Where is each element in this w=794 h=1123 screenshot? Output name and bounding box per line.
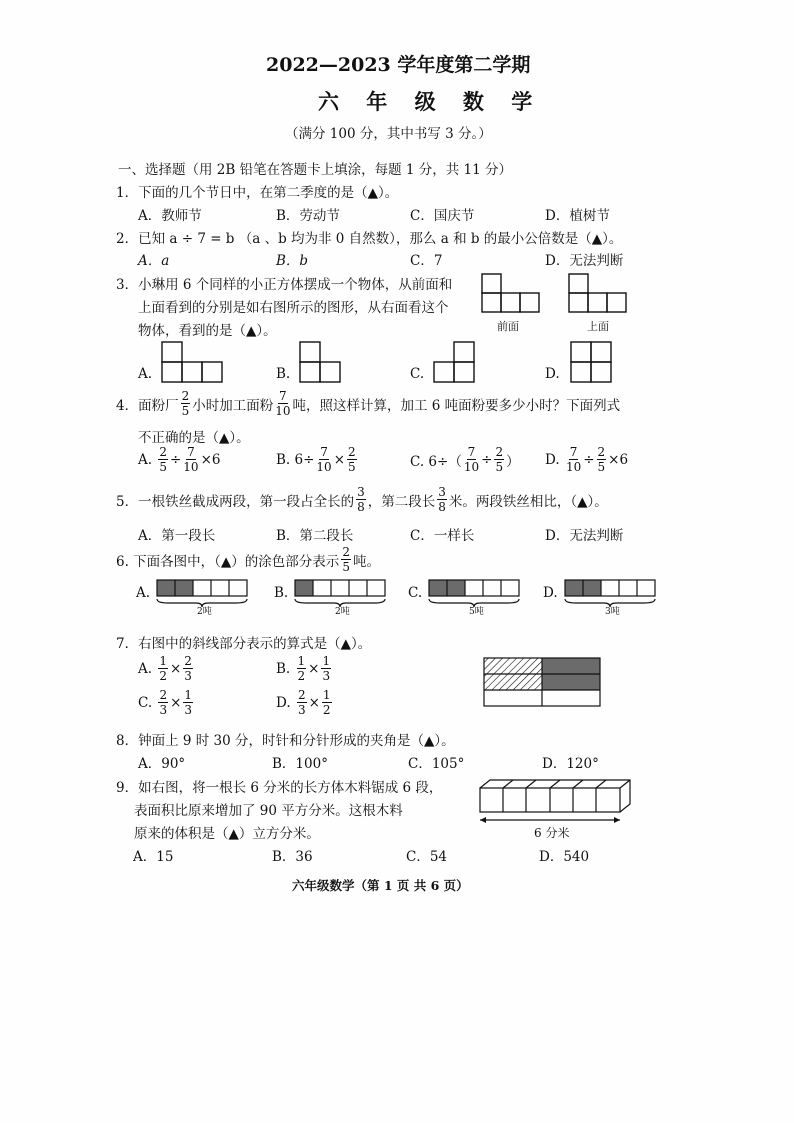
times-sign: × (333, 451, 345, 468)
denominator: 2 (297, 669, 306, 683)
denominator: 3 (184, 669, 192, 683)
q3-option-d[interactable]: D. (545, 366, 560, 382)
q3-line3: 物体，看到的是（▲）。 (138, 323, 277, 339)
q8-option-d[interactable]: D．120° (542, 756, 599, 772)
q7-stem: 7．右图中的斜线部分表示的算式是（▲）。 (116, 636, 372, 652)
numerator: 7 (187, 445, 195, 459)
q5-stem (116, 486, 608, 513)
q4-option-d[interactable] (545, 446, 628, 473)
denominator: 5 (342, 560, 350, 574)
q3-option-a[interactable]: A. (138, 366, 153, 382)
divide-sign: ÷ (481, 451, 493, 468)
numerator: 2 (348, 445, 356, 459)
numerator: 1 (322, 688, 331, 702)
exam-title: 2022—2023 学年度第二学期 (266, 54, 531, 76)
q4-line1 (116, 390, 620, 417)
q9-option-c[interactable]: C．54 (406, 849, 448, 865)
times-six: ×6 (200, 451, 221, 468)
fraction-2-5 (347, 446, 357, 473)
q6-text-a: 6. 下面各图中，（▲）的涂色部分表示 (116, 553, 340, 570)
q7-option-d[interactable] (276, 689, 334, 716)
denominator: 5 (181, 404, 190, 418)
q2-stem: 2．已知 a ÷ 7 = b （a 、b 均为非 0 自然数），那么 a 和 b 的最小公倍数是（▲）。 (116, 231, 623, 247)
denominator: 10 (565, 460, 582, 474)
fraction-1-3 (321, 655, 331, 682)
fraction-1-2 (297, 655, 307, 682)
q6-a-label: 2吨 (197, 607, 212, 617)
fraction-2-3 (158, 689, 168, 716)
q6-stem (116, 546, 380, 573)
q7-option-c[interactable] (138, 689, 195, 716)
q2-option-a[interactable]: A．a (138, 253, 170, 269)
denominator: 5 (495, 460, 504, 474)
q9-length-label: 6 分米 (534, 826, 570, 840)
q1-stem: 1．下面的几个节日中，在第二季度的是（▲）。 (116, 185, 399, 201)
times-sign: × (308, 660, 320, 677)
numerator: 1 (297, 654, 306, 668)
q5-option-d[interactable]: D．无法判断 (545, 528, 624, 544)
numerator: 3 (438, 485, 446, 499)
numerator: 1 (159, 654, 167, 668)
q3-option-b[interactable]: B. (276, 366, 291, 382)
numerator: 2 (181, 389, 190, 403)
q5-option-a[interactable]: A．第一段长 (138, 528, 216, 544)
q3-option-a-figure (160, 340, 226, 384)
fraction-7-10 (275, 390, 290, 417)
denominator: 3 (184, 703, 193, 717)
q3-option-c[interactable]: C. (410, 366, 425, 382)
q4-option-b[interactable] (276, 446, 359, 473)
q3-option-b-figure (298, 340, 348, 384)
numerator: 2 (184, 654, 192, 668)
q1-option-d[interactable]: D．植树节 (545, 208, 610, 224)
q4-line2: 不正确的是（▲）。 (138, 430, 250, 446)
q7-option-b[interactable] (276, 655, 333, 682)
q4-text-a: 4．面粉厂 (116, 397, 179, 414)
denominator: 2 (159, 669, 167, 683)
fraction-7-10 (316, 446, 331, 473)
q5-text-c: 米。两段铁丝相比，（▲）。 (448, 493, 608, 510)
q6-d-label: 3吨 (605, 607, 620, 617)
denominator: 2 (322, 703, 331, 717)
fraction-3-8 (356, 486, 366, 513)
denominator: 3 (159, 703, 168, 717)
fraction-2-5 (597, 446, 607, 473)
denominator: 10 (316, 460, 332, 474)
q6-option-b[interactable]: B. (274, 585, 289, 601)
denominator: 10 (183, 460, 199, 474)
option-letter: C. 6÷（ (410, 453, 462, 470)
numerator: 3 (357, 485, 365, 499)
fraction-1-2 (322, 689, 332, 716)
option-letter: C. (138, 694, 153, 711)
q9-line2: 表面积比原来增加了 90 平方分米。这根木料 (134, 803, 403, 819)
q6-text-b: 吨。 (352, 553, 380, 570)
score-note: （满分 100 分，其中书写 3 分。） (285, 126, 492, 142)
times-six: ×6 (608, 451, 629, 468)
option-letter: B. (276, 660, 291, 677)
q5-option-b[interactable]: B．第二段长 (276, 528, 354, 544)
q3-line2: 上面看到的分别是如右图所示的图形，从右面看这个 (138, 300, 449, 316)
q8-option-c[interactable]: C．105° (408, 756, 465, 772)
q6-b-label: 2吨 (335, 607, 350, 617)
denominator: 8 (357, 500, 365, 514)
q2-option-d[interactable]: D．无法判断 (545, 253, 624, 269)
fraction-2-3 (183, 655, 193, 682)
q6-option-a[interactable]: A. (136, 585, 151, 601)
option-letter: A. (138, 451, 153, 468)
numerator: 7 (279, 389, 287, 403)
times-sign: × (170, 694, 182, 711)
q9-wood-figure (476, 778, 636, 828)
q5-text-a: 5．一根铁丝截成两段，第一段占全长的 (116, 493, 355, 510)
section-heading: 一、选择题（用 2B 铅笔在答题卡上填涂，每题 1 分，共 11 分） (118, 162, 513, 178)
q5-text-b: ，第二段长 (367, 493, 436, 510)
q4-option-c[interactable] (410, 446, 520, 473)
q1-option-b[interactable]: B．劳动节 (276, 208, 340, 224)
q7-figure (483, 656, 603, 708)
numerator: 2 (297, 688, 306, 702)
denominator: 5 (348, 460, 356, 474)
q3-option-d-figure (569, 340, 619, 384)
fraction-2-5 (494, 446, 504, 473)
q6-c-label: 5吨 (469, 607, 484, 617)
q4-text-b: 小时加工面粉 (192, 397, 274, 414)
numerator: 2 (159, 688, 168, 702)
times-sign: × (308, 694, 320, 711)
fraction-2-5 (341, 546, 351, 573)
fraction-7-10 (566, 446, 581, 473)
page-footer: 六年级数学（第 1 页 共 6 页） (292, 878, 469, 893)
subject-title: 六 年 级 数 学 (318, 89, 543, 114)
divide-sign: ÷ (583, 451, 595, 468)
top-view-label: 上面 (587, 320, 609, 333)
denominator: 3 (322, 669, 331, 683)
numerator: 2 (597, 445, 606, 459)
numerator: 2 (342, 545, 350, 559)
q2-option-b[interactable]: B．b (276, 253, 309, 269)
numerator: 1 (322, 654, 331, 668)
numerator: 7 (320, 445, 328, 459)
q6-option-c[interactable]: C. (408, 585, 423, 601)
numerator: 2 (159, 445, 167, 459)
q1-option-c[interactable]: C．国庆节 (410, 208, 475, 224)
q3-option-c-figure (432, 340, 482, 384)
times-sign: × (169, 660, 182, 677)
q4-text-c: 吨，照这样计算，加工 6 吨面粉要多少小时？下面列式 (292, 397, 621, 414)
q4-option-a[interactable] (138, 446, 220, 473)
right-paren: ） (506, 453, 520, 470)
fraction-2-3 (297, 689, 307, 716)
numerator: 1 (184, 688, 193, 702)
divide-sign: ÷ (169, 451, 182, 468)
q5-option-c[interactable]: C．一样长 (410, 528, 475, 544)
option-letter: A. (138, 660, 153, 677)
q8-stem: 8．钟面上 9 时 30 分，时针和分针形成的夹角是（▲）。 (116, 733, 455, 749)
q9-option-b[interactable]: B．36 (272, 849, 313, 865)
fraction-7-10 (464, 446, 479, 473)
fraction-7-10 (183, 446, 198, 473)
denominator: 10 (275, 404, 291, 418)
q9-line1: 9．如右图，将一根长 6 分米的长方体木料锯成 6 段， (116, 780, 443, 796)
option-letter: D. (276, 694, 291, 711)
denominator: 5 (159, 460, 167, 474)
front-view-label: 前面 (497, 320, 519, 333)
q6-option-d[interactable]: D. (543, 585, 558, 601)
q9-line3: 原来的体积是（▲）立方分米。 (134, 826, 320, 842)
option-letter: B. 6÷ (276, 451, 315, 468)
numerator: 7 (467, 445, 476, 459)
q9-option-a[interactable]: A．15 (133, 849, 174, 865)
denominator: 5 (597, 460, 606, 474)
q2-option-c[interactable]: C．7 (410, 253, 443, 269)
denominator: 8 (438, 500, 446, 514)
numerator: 7 (569, 445, 578, 459)
fraction-2-5 (181, 390, 191, 417)
denominator: 3 (297, 703, 306, 717)
fraction-2-5 (158, 446, 168, 473)
q8-option-b[interactable]: B．100° (272, 756, 328, 772)
q7-option-a[interactable] (138, 655, 195, 682)
fraction-1-3 (183, 689, 193, 716)
q3-line1: 3．小琳用 6 个同样的小正方体摆成一个物体，从前面和 (116, 277, 453, 293)
denominator: 10 (463, 460, 480, 474)
fraction-1-2 (158, 655, 168, 682)
option-letter: D. (545, 451, 560, 468)
fraction-3-8 (437, 486, 447, 513)
q9-option-d[interactable]: D．540 (539, 849, 590, 865)
numerator: 2 (495, 445, 504, 459)
q8-option-a[interactable]: A．90° (138, 756, 186, 772)
q3-views-figure (480, 272, 640, 318)
q1-option-a[interactable]: A．教师节 (138, 208, 202, 224)
